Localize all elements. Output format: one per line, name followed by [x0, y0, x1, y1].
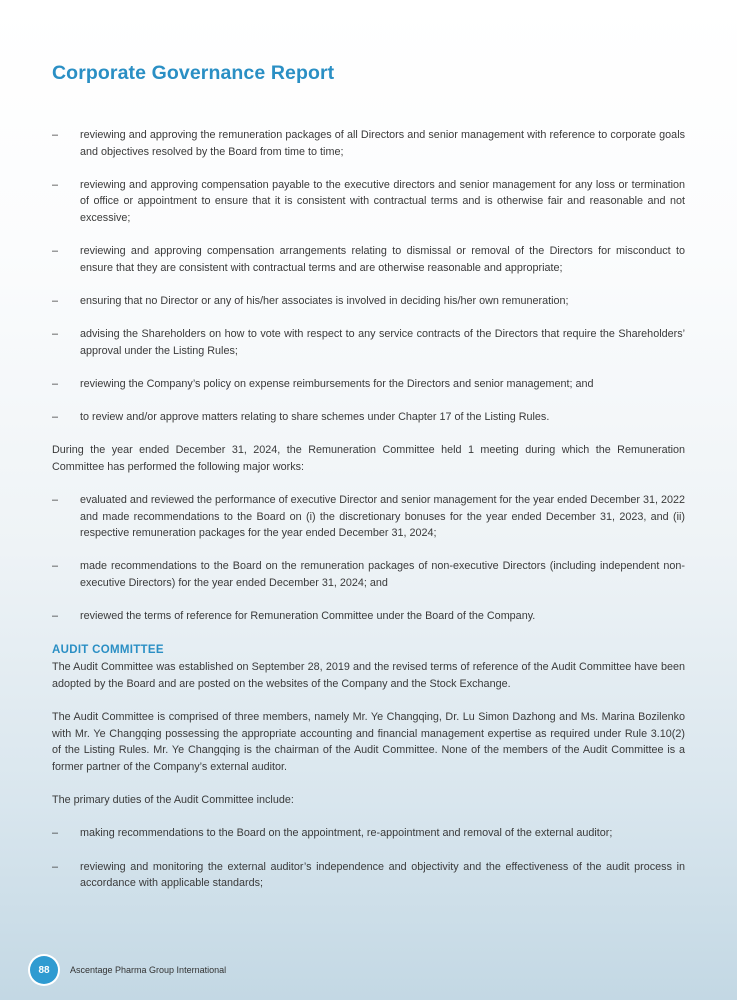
list-item	[52, 409, 685, 426]
remuneration-works-intro: During the year ended December 31, 2024, the Remuneration Committee held 1 meeting during which the Remuneration Committee has performed the following major works:	[52, 444, 685, 473]
list-item-text: evaluated and reviewed the performance of executive Director and senior management for the year ended December 31, 2022 and made recommendations to the Board on (i) the discretionary bonuses for the year ended December 31, 2023, and (ii) respective remuneration packages for the year ended December 31, 2024;	[80, 494, 685, 540]
audit-duties-intro: The primary duties of the Audit Committee include:	[52, 794, 294, 807]
page-title: Corporate Governance Report	[52, 62, 335, 84]
bullet-dash: –	[52, 860, 59, 873]
bullet-dash: –	[52, 411, 59, 424]
bullet-dash: –	[52, 178, 59, 191]
list-item	[52, 558, 685, 591]
list-item-text: reviewing and approving compensation arrangements relating to dismissal or removal of the Directors for misconduct to ensure that they are consistent with contractual terms and are otherwise reasonable and appropriate;	[80, 245, 685, 274]
bullet-dash: –	[52, 328, 59, 341]
list-item	[52, 326, 685, 359]
list-item	[52, 859, 685, 892]
bullet-dash: –	[52, 129, 59, 141]
bullet-dash: –	[52, 560, 59, 573]
list-item	[52, 243, 685, 276]
page-footer	[30, 956, 226, 984]
list-item-text: making recommendations to the Board on the appointment, re-appointment and removal of the external auditor;	[80, 827, 613, 840]
list-item	[52, 376, 685, 393]
list-item-text: reviewing and approving the remuneration packages of all Directors and senior management with reference to corporate goals and objectives resolved by the Board from time to time;	[80, 129, 685, 158]
list-item-text: advising the Shareholders on how to vote with respect to any service contracts of the Directors that require the Shareholders’ approval under the Listing Rules;	[80, 328, 685, 357]
list-item	[52, 825, 685, 842]
page-number-badge: 88	[30, 956, 58, 984]
company-name: Ascentage Pharma Group International	[70, 965, 227, 975]
bullet-dash: –	[52, 294, 59, 307]
list-item	[52, 608, 685, 625]
list-item-text: reviewing and monitoring the external auditor’s independence and objectivity and the effectiveness of the audit process in accordance with applicable standards;	[80, 860, 685, 890]
list-item-text: reviewed the terms of reference for Remuneration Committee under the Board of the Company.	[80, 610, 536, 623]
list-item	[52, 492, 685, 542]
list-item-text: to review and/or approve matters relating to share schemes under Chapter 17 of the Listing Rules.	[80, 411, 550, 424]
bullet-dash: –	[52, 377, 59, 390]
bullet-dash: –	[52, 494, 59, 507]
section-heading-audit: AUDIT COMMITTEE	[52, 644, 164, 657]
list-item	[52, 293, 685, 310]
list-item-text: ensuring that no Director or any of his/her associates is involved in deciding his/her own remuneration;	[80, 294, 569, 307]
list-item	[52, 177, 685, 227]
audit-paragraph-2: The Audit Committee is comprised of three members, namely Mr. Ye Changqing, Dr. Lu Simon Dazhong and Ms. Marina Bozilenko with Mr. Ye Changqing possessing the appropriate accounting and financial management expertise as required under Rule 3.10(2) of the Listing Rules. Mr. Ye Changqing is the chairman of the Audit Committee. None of the members of the Audit Committee is a former partner of the Company’s external auditor.	[52, 711, 685, 773]
list-item-text: reviewing the Company’s policy on expense reimbursements for the Directors and senior management; and	[80, 377, 594, 390]
list-item-text: reviewing and approving compensation payable to the executive directors and senior management for any loss or termination of office or appointment to ensure that it is consistent with contractual terms and is otherwise fair and reasonable and not excessive;	[80, 178, 685, 224]
list-item	[52, 127, 685, 160]
bullet-dash: –	[52, 610, 59, 623]
bullet-dash: –	[52, 827, 59, 840]
list-item-text: made recommendations to the Board on the remuneration packages of non-executive Directors (including independent non-executive Directors) for the year ended December 31, 2024; and	[80, 560, 685, 590]
main-content	[52, 127, 685, 908]
bullet-dash: –	[52, 245, 59, 258]
audit-paragraph-1: The Audit Committee was established on September 28, 2019 and the revised terms of reference of the Audit Committee have been adopted by the Board and are posted on the websites of the Company and the Stock Exchange.	[52, 661, 685, 690]
